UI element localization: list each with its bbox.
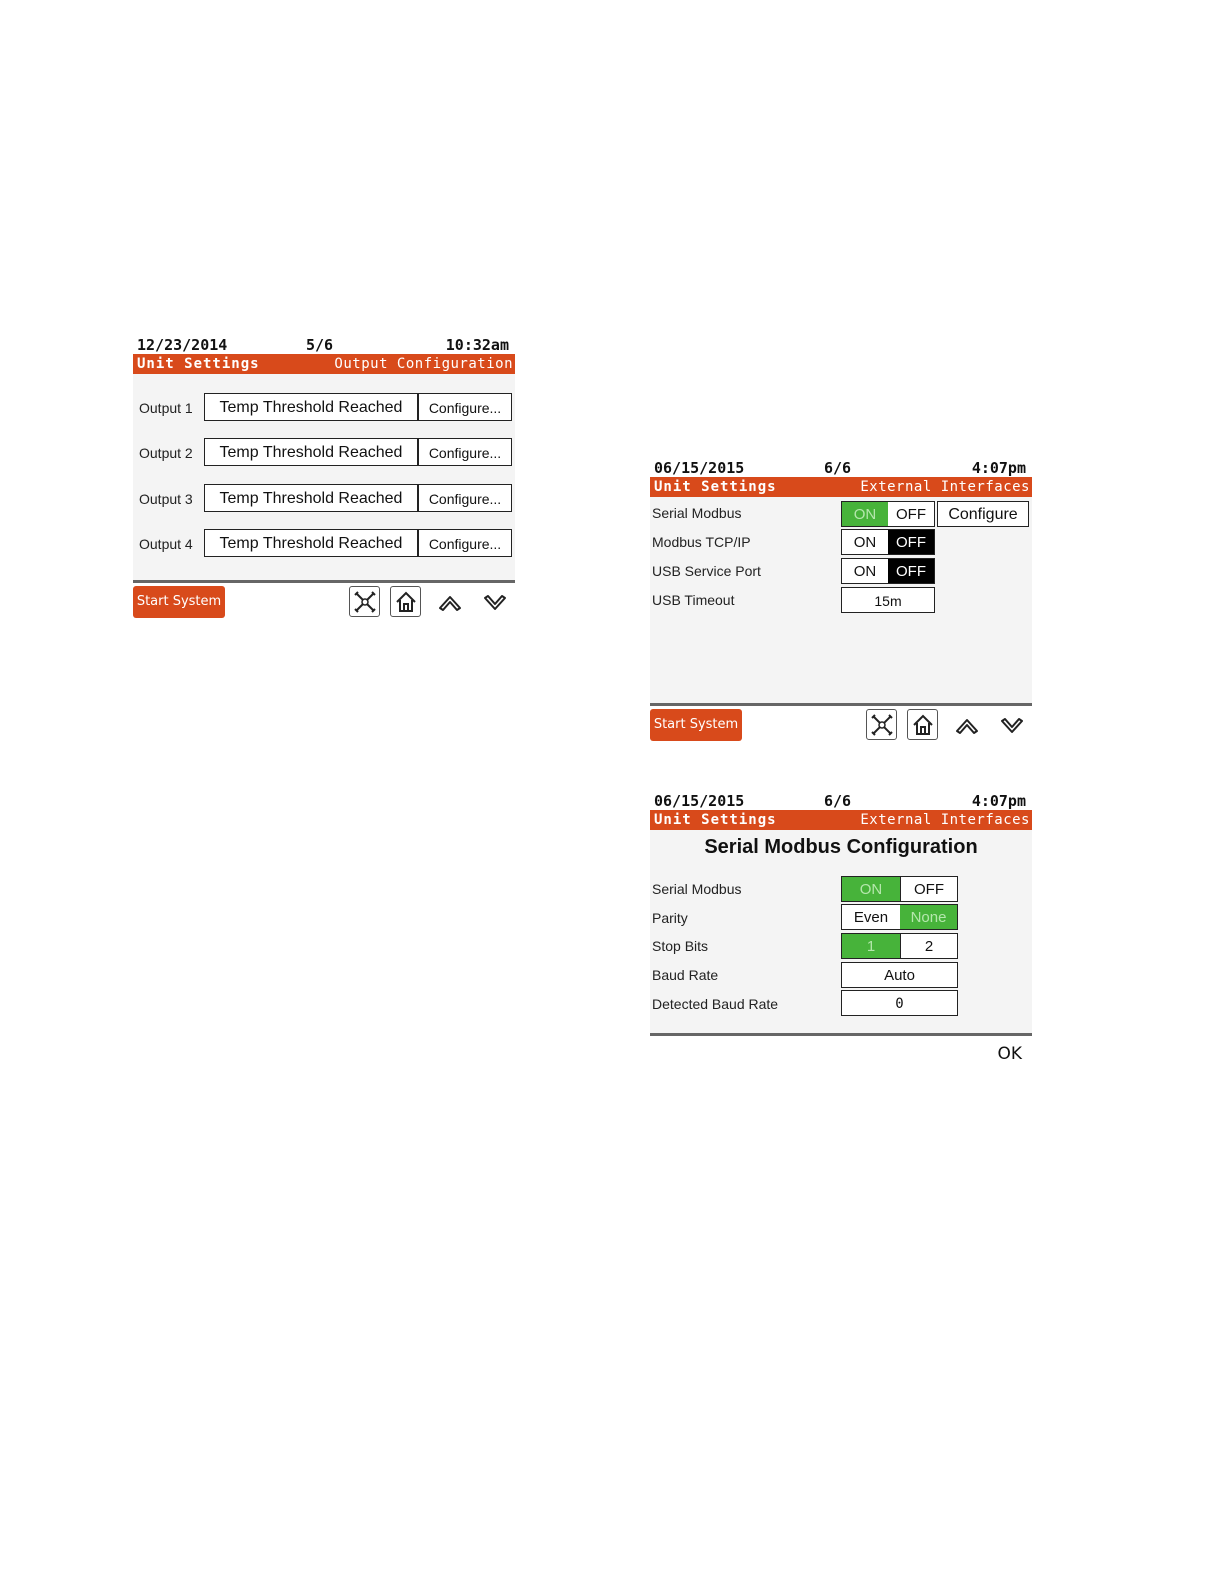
status-page: 5/6	[306, 336, 334, 354]
output-function-field[interactable]: Temp Threshold Reached	[204, 438, 418, 466]
ok-button[interactable]: OK	[997, 1044, 1022, 1064]
modbus-tcpip-label: Modbus TCP/IP	[652, 534, 751, 550]
configure-button[interactable]: Configure...	[418, 529, 512, 557]
tools-icon[interactable]	[866, 709, 897, 740]
output-row	[133, 393, 515, 423]
toggle-on[interactable]: ON	[842, 877, 900, 901]
configure-button[interactable]: Configure...	[418, 438, 512, 466]
output-function-field[interactable]: Temp Threshold Reached	[204, 484, 418, 512]
bottom-bar	[650, 1036, 1032, 1072]
arrow-up-icon[interactable]	[952, 711, 982, 741]
toggle-off[interactable]: OFF	[888, 559, 934, 583]
status-time: 10:32am	[445, 336, 509, 354]
screen-output-configuration	[133, 334, 515, 622]
status-bar	[650, 790, 1032, 810]
dialog-heading: Serial Modbus Configuration	[704, 836, 978, 858]
status-time: 4:07pm	[971, 792, 1026, 810]
usb-timeout-field[interactable]: 15m	[841, 587, 935, 613]
serial-modbus-label: Serial Modbus	[652, 505, 742, 521]
start-system-button[interactable]: Start System	[133, 586, 225, 618]
output-function-field[interactable]: Temp Threshold Reached	[204, 529, 418, 557]
usb-service-port-label: USB Service Port	[652, 563, 761, 579]
title-unit-settings: Unit Settings	[654, 812, 777, 828]
title-bar	[133, 354, 515, 374]
serial-modbus-toggle[interactable]	[841, 501, 935, 527]
output-label: Output 4	[139, 536, 193, 552]
stop-bits-1[interactable]: 1	[842, 934, 900, 958]
status-date: 06/15/2015	[654, 792, 745, 810]
title-section: External Interfaces	[860, 812, 1030, 828]
toggle-on[interactable]: ON	[842, 502, 888, 526]
output-label: Output 3	[139, 491, 193, 507]
home-icon[interactable]	[390, 586, 421, 617]
stop-bits-label: Stop Bits	[652, 938, 709, 954]
detected-baud-rate-field: 0	[841, 990, 958, 1016]
status-bar	[133, 334, 515, 354]
bottom-bar	[650, 706, 1032, 745]
arrow-down-icon[interactable]	[480, 588, 510, 618]
usb-timeout-label: USB Timeout	[652, 592, 735, 608]
title-unit-settings: Unit Settings	[137, 356, 260, 372]
configure-button[interactable]: Configure...	[418, 484, 512, 512]
toggle-off[interactable]: OFF	[888, 530, 934, 554]
status-date: 06/15/2015	[654, 459, 745, 477]
status-time: 4:07pm	[971, 459, 1026, 477]
title-bar	[650, 477, 1032, 497]
output-row	[133, 529, 515, 559]
parity-even[interactable]: Even	[853, 909, 889, 926]
title-bar	[650, 810, 1032, 830]
detected-baud-rate-label: Detected Baud Rate	[652, 996, 779, 1012]
parity-label: Parity	[652, 910, 688, 926]
stop-bits-toggle[interactable]	[841, 933, 958, 959]
configure-button[interactable]: Configure	[937, 501, 1029, 527]
screen-external-interfaces	[650, 457, 1032, 745]
screen-serial-modbus-configuration	[650, 790, 1032, 1072]
bottom-bar	[133, 583, 515, 622]
usb-service-port-toggle[interactable]	[841, 558, 935, 584]
serial-modbus-label: Serial Modbus	[652, 881, 742, 897]
toggle-on[interactable]: ON	[853, 534, 877, 551]
output-function-field[interactable]: Temp Threshold Reached	[204, 393, 418, 421]
output-row	[133, 438, 515, 468]
output-label: Output 2	[139, 445, 193, 461]
status-page: 6/6	[824, 459, 852, 477]
output-row	[133, 484, 515, 514]
output-label: Output 1	[139, 400, 193, 416]
status-date: 12/23/2014	[137, 336, 228, 354]
serial-modbus-toggle[interactable]	[841, 876, 958, 902]
start-system-button[interactable]: Start System	[650, 709, 742, 741]
arrow-up-icon[interactable]	[435, 588, 465, 618]
toggle-on[interactable]: ON	[853, 563, 877, 580]
modbus-tcpip-toggle[interactable]	[841, 529, 935, 555]
parity-toggle[interactable]	[841, 904, 958, 930]
title-unit-settings: Unit Settings	[654, 479, 777, 495]
parity-none[interactable]: None	[900, 905, 957, 929]
title-section: External Interfaces	[860, 479, 1030, 495]
toggle-off[interactable]: OFF	[900, 877, 957, 901]
status-page: 6/6	[824, 792, 852, 810]
tools-icon[interactable]	[349, 586, 380, 617]
configure-button[interactable]: Configure...	[418, 393, 512, 421]
arrow-down-icon[interactable]	[997, 711, 1027, 741]
status-bar	[650, 457, 1032, 477]
baud-rate-field[interactable]: Auto	[841, 962, 958, 988]
home-icon[interactable]	[907, 709, 938, 740]
toggle-off[interactable]: OFF	[896, 506, 926, 523]
stop-bits-2[interactable]: 2	[900, 934, 957, 958]
title-section: Output Configuration	[334, 356, 513, 372]
baud-rate-label: Baud Rate	[652, 967, 719, 983]
